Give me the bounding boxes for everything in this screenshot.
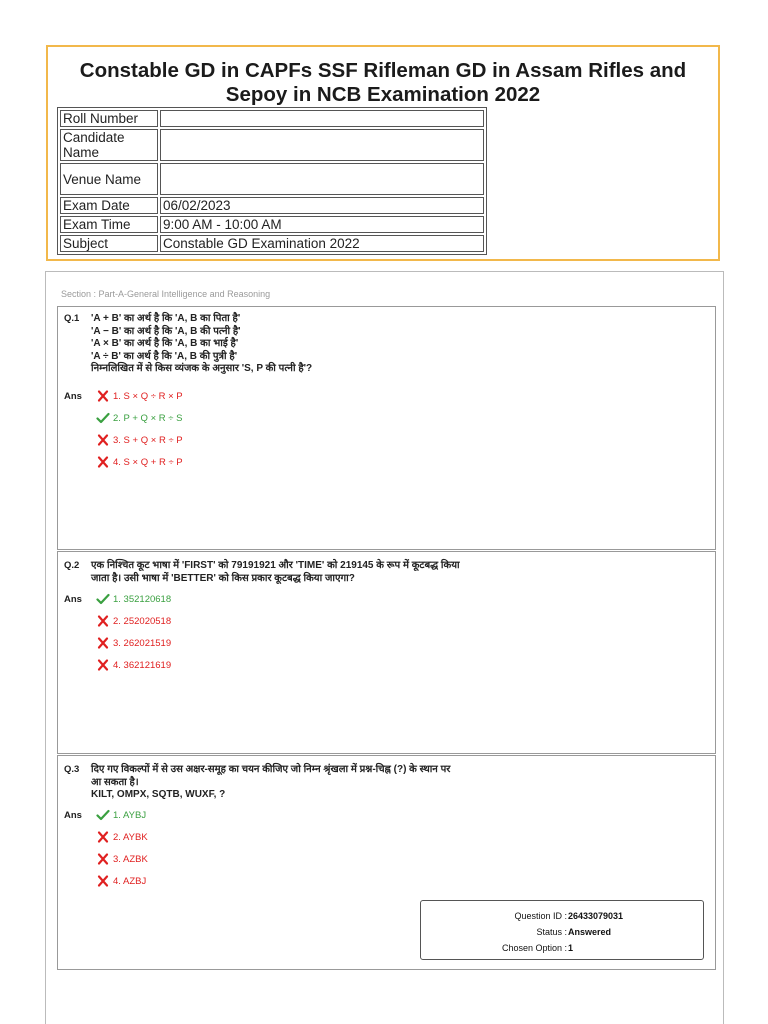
- option-text: 4. 362121619: [113, 659, 172, 671]
- roll-number-label: Roll Number: [60, 110, 158, 127]
- question-line: आ सकता है।: [91, 776, 139, 788]
- table-row: [60, 163, 484, 195]
- section-label: Section : Part-A-General Intelligence and Reasoning: [61, 289, 271, 299]
- option-2: [96, 411, 182, 425]
- option-4: [96, 658, 171, 672]
- question-card-1: [57, 306, 716, 550]
- question-line: 'A ÷ B' का अर्थ है कि 'A, B की पुत्री है': [91, 350, 238, 362]
- question-paper: [45, 271, 724, 1024]
- question-text: [91, 764, 450, 802]
- cross-icon: [96, 658, 110, 672]
- option-1: [96, 808, 146, 822]
- exam-title-line1: Constable GD in CAPFs SSF Rifleman GD in Assam Rifles and: [79, 59, 687, 82]
- table-row: [60, 197, 484, 214]
- option-2: [96, 614, 171, 628]
- ans-label: Ans: [64, 810, 82, 821]
- check-icon: [96, 592, 110, 606]
- ans-label: Ans: [64, 391, 82, 402]
- option-3: [96, 636, 171, 650]
- option-text: 3. AZBK: [113, 853, 148, 865]
- question-text: [91, 313, 312, 376]
- exam-date-label: Exam Date: [60, 197, 158, 214]
- exam-time-value: 9:00 AM - 10:00 AM: [160, 216, 484, 233]
- candidate-info-table: [57, 107, 487, 255]
- option-1: [96, 592, 171, 606]
- option-text: 2. 252020518: [113, 615, 172, 627]
- candidate-name-label: Candidate Name: [60, 129, 158, 161]
- check-icon: [96, 808, 110, 822]
- status-value: Answered: [568, 927, 612, 937]
- cross-icon: [96, 830, 110, 844]
- exam-time-label: Exam Time: [60, 216, 158, 233]
- option-text: 3. 262021519: [113, 637, 172, 649]
- option-2: [96, 830, 148, 844]
- option-3: [96, 852, 148, 866]
- option-text: 2. P + Q × R ÷ S: [113, 412, 183, 424]
- option-3: [96, 433, 183, 447]
- candidate-name-value: [160, 129, 484, 161]
- table-row: [60, 235, 484, 252]
- exam-date-value: 06/02/2023: [160, 197, 484, 214]
- check-icon: [96, 411, 110, 425]
- cross-icon: [96, 455, 110, 469]
- question-line: जाता है। उसी भाषा में 'BETTER' को किस प्रकार कूटबद्ध किया जाएगा?: [91, 572, 355, 584]
- table-row: [60, 129, 484, 161]
- option-text: 4. AZBJ: [113, 875, 147, 887]
- chosen-option-label: Chosen Option :: [501, 943, 567, 953]
- exam-title: [48, 59, 718, 107]
- option-text: 4. S × Q + R ÷ P: [113, 456, 183, 468]
- option-1: [96, 389, 183, 403]
- option-text: 1. 352120618: [113, 593, 172, 605]
- cross-icon: [96, 874, 110, 888]
- cross-icon: [96, 614, 110, 628]
- question-line: 'A + B' का अर्थ है कि 'A, B का पिता है': [91, 313, 241, 324]
- question-number: Q.1: [64, 313, 80, 324]
- venue-name-label: Venue Name: [60, 163, 158, 195]
- exam-header: [46, 45, 720, 261]
- option-text: 3. S + Q × R ÷ P: [113, 434, 183, 446]
- subject-label: Subject: [60, 235, 158, 252]
- table-row: [60, 110, 484, 127]
- cross-icon: [96, 636, 110, 650]
- question-text: [91, 560, 460, 585]
- question-line: 'A × B' का अर्थ है कि 'A, B का भाई है': [91, 338, 239, 349]
- question-line: KILT, OMPX, SQTB, WUXF, ?: [91, 789, 226, 800]
- roll-number-value: [160, 110, 484, 127]
- exam-title-line2: Sepoy in NCB Examination 2022: [225, 83, 541, 106]
- ans-label: Ans: [64, 594, 82, 605]
- option-text: 1. AYBJ: [113, 809, 147, 821]
- question-line: एक निश्चित कूट भाषा में 'FIRST' को 79191921 और 'TIME' को 219145 के रूप में कूटबद्ध किया: [91, 560, 460, 571]
- question-line: निम्नलिखित में से किस व्यंजक के अनुसार 'S, P की पत्नी है'?: [91, 363, 313, 374]
- chosen-option-value: 1: [568, 943, 574, 953]
- option-4: [96, 455, 183, 469]
- status-label: Status :: [536, 927, 567, 937]
- option-4: [96, 874, 146, 888]
- question-status-box: [420, 900, 704, 960]
- question-line: 'A − B' का अर्थ है कि 'A, B की पत्नी है': [91, 325, 241, 337]
- question-card-2: [57, 551, 716, 754]
- question-id-value: 26433079031: [568, 911, 624, 921]
- question-number: Q.3: [64, 764, 80, 775]
- cross-icon: [96, 433, 110, 447]
- venue-name-value: [160, 163, 484, 195]
- question-number: Q.2: [64, 560, 80, 571]
- question-card-3: [57, 755, 716, 970]
- question-line: दिए गए विकल्पों में से उस अक्षर-समूह का चयन कीजिए जो निम्न श्रृंखला में प्रश्न-चिह्न (?) के स्थान पर: [91, 764, 451, 775]
- cross-icon: [96, 389, 110, 403]
- option-text: 2. AYBK: [113, 831, 148, 843]
- question-id-label: Question ID :: [514, 911, 567, 921]
- table-row: [60, 216, 484, 233]
- option-text: 1. S × Q ÷ R × P: [113, 390, 183, 402]
- subject-value: Constable GD Examination 2022: [160, 235, 484, 252]
- cross-icon: [96, 852, 110, 866]
